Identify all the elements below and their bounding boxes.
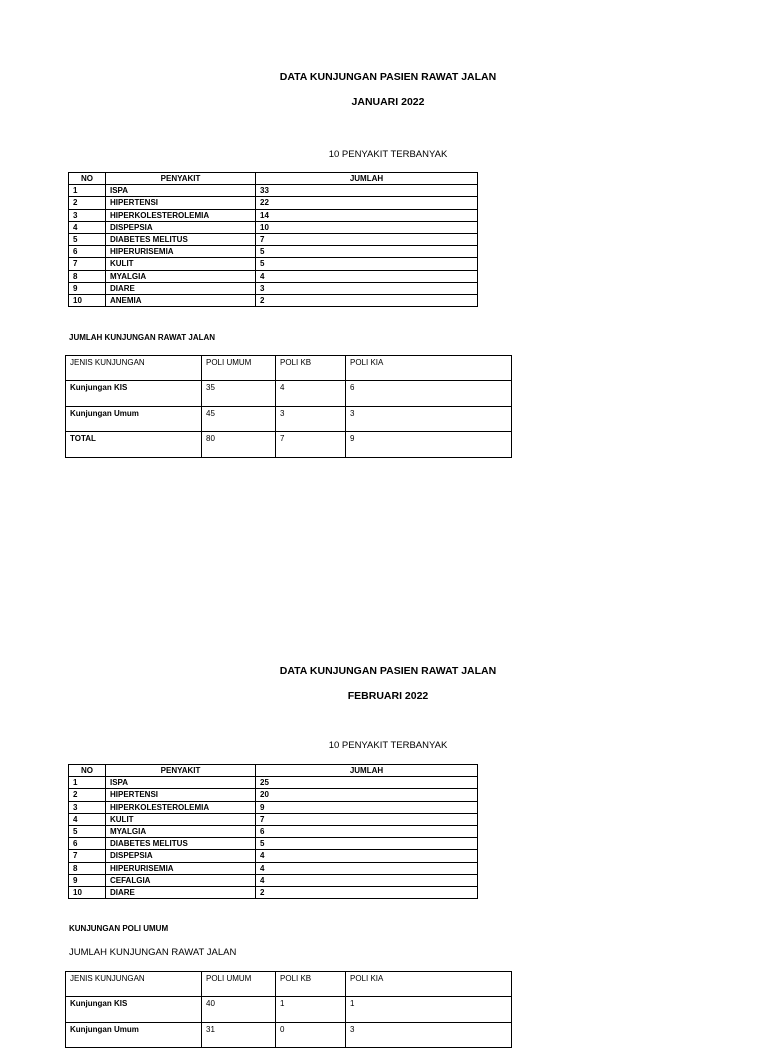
table-cell: MYALGIA	[106, 826, 256, 838]
table-row	[69, 826, 478, 838]
column-header: JENIS KUNJUNGAN	[66, 356, 202, 381]
table-cell: 10	[69, 887, 106, 899]
table-row	[66, 406, 512, 431]
table-cell: 2	[256, 295, 478, 307]
table-cell: 3	[346, 1022, 512, 1047]
table-cell: 7	[69, 258, 106, 270]
table-cell: 2	[256, 887, 478, 899]
table-cell: 4	[256, 862, 478, 874]
table-cell: 35	[202, 381, 276, 406]
table-cell: DIABETES MELITUS	[106, 838, 256, 850]
table-cell: 6	[69, 838, 106, 850]
column-header: POLI KB	[276, 356, 346, 381]
table-cell: 5	[69, 234, 106, 246]
table-row	[69, 801, 478, 813]
table-cell: ANEMIA	[106, 295, 256, 307]
table-cell: 5	[69, 826, 106, 838]
table-cell: 3	[69, 209, 106, 221]
report-period: JANUARI 2022	[351, 96, 425, 108]
table-row	[69, 246, 478, 258]
table-cell: 1	[69, 777, 106, 789]
table-cell: Kunjungan Umum	[66, 406, 202, 431]
table-cell: 5	[256, 838, 478, 850]
table-cell: 4	[256, 874, 478, 886]
table-cell: 5	[256, 246, 478, 258]
table-row	[69, 234, 478, 246]
table-row	[69, 185, 478, 197]
table-cell: 7	[256, 813, 478, 825]
visit-heading: JUMLAH KUNJUNGAN RAWAT JALAN	[69, 947, 237, 958]
table-row	[66, 1022, 512, 1047]
table-cell: 6	[256, 826, 478, 838]
table-cell: 33	[256, 185, 478, 197]
table-cell: 7	[69, 850, 106, 862]
table-cell: 3	[276, 406, 346, 431]
table-cell: 4	[69, 221, 106, 233]
table-cell: KULIT	[106, 813, 256, 825]
table-cell: 2	[69, 789, 106, 801]
table-cell: 3	[69, 801, 106, 813]
top-diseases-heading: 10 PENYAKIT TERBANYAK	[328, 149, 448, 160]
table-cell: 22	[256, 197, 478, 209]
table-cell: 9	[69, 282, 106, 294]
table-cell: 31	[202, 1022, 276, 1047]
table-row	[69, 813, 478, 825]
table-row	[69, 209, 478, 221]
disease-table	[68, 172, 478, 307]
table-header-row	[66, 356, 512, 381]
table-cell: 8	[69, 862, 106, 874]
table-row	[69, 838, 478, 850]
table-cell: 10	[256, 221, 478, 233]
table-cell: 4	[276, 381, 346, 406]
table-cell: 7	[256, 234, 478, 246]
table-cell: 10	[69, 295, 106, 307]
table-row	[69, 850, 478, 862]
table-row	[66, 381, 512, 406]
report-period: FEBRUARI 2022	[347, 690, 429, 702]
table-cell: DIARE	[106, 282, 256, 294]
table-row	[66, 997, 512, 1022]
table-cell: 9	[346, 432, 512, 457]
table-cell: DIARE	[106, 887, 256, 899]
table-cell: Kunjungan Umum	[66, 1022, 202, 1047]
column-header: POLI KB	[276, 972, 346, 997]
table-row	[69, 258, 478, 270]
table-row	[66, 432, 512, 457]
table-cell: KULIT	[106, 258, 256, 270]
table-cell: 7	[276, 432, 346, 457]
column-header: POLI UMUM	[202, 356, 276, 381]
table-cell: CEFALGIA	[106, 874, 256, 886]
table-cell: 1	[276, 997, 346, 1022]
table-cell: ISPA	[106, 777, 256, 789]
table-cell: 4	[256, 270, 478, 282]
table-cell: 80	[202, 432, 276, 457]
table-cell: 9	[69, 874, 106, 886]
table-cell: 20	[256, 789, 478, 801]
visit-table	[65, 355, 512, 458]
column-header: JUMLAH	[256, 173, 478, 185]
table-cell: 6	[346, 381, 512, 406]
table-cell: HIPERURISEMIA	[106, 862, 256, 874]
table-cell: 1	[69, 185, 106, 197]
column-header: POLI KIA	[346, 972, 512, 997]
column-header: JUMLAH	[256, 765, 478, 777]
report-title: DATA KUNJUNGAN PASIEN RAWAT JALAN	[279, 71, 497, 83]
table-cell: HIPERKOLESTEROLEMIA	[106, 801, 256, 813]
top-diseases-heading: 10 PENYAKIT TERBANYAK	[328, 740, 448, 751]
table-cell: HIPERTENSI	[106, 197, 256, 209]
table-row	[69, 887, 478, 899]
table-cell: Kunjungan KIS	[66, 381, 202, 406]
visit-heading: JUMLAH KUNJUNGAN RAWAT JALAN	[69, 333, 216, 342]
column-header: PENYAKIT	[106, 173, 256, 185]
column-header: POLI KIA	[346, 356, 512, 381]
table-cell: 14	[256, 209, 478, 221]
table-row	[69, 874, 478, 886]
table-row	[69, 789, 478, 801]
table-row	[69, 862, 478, 874]
table-cell: DIABETES MELITUS	[106, 234, 256, 246]
table-cell: 2	[69, 197, 106, 209]
table-cell: 3	[256, 282, 478, 294]
table-header-row	[69, 173, 478, 185]
table-cell: MYALGIA	[106, 270, 256, 282]
table-cell: Kunjungan KIS	[66, 997, 202, 1022]
poli-umum-heading: KUNJUNGAN POLI UMUM	[69, 924, 169, 933]
column-header: NO	[69, 173, 106, 185]
table-cell: 40	[202, 997, 276, 1022]
table-row	[69, 777, 478, 789]
column-header: JENIS KUNJUNGAN	[66, 972, 202, 997]
table-cell: DISPEPSIA	[106, 850, 256, 862]
report-title: DATA KUNJUNGAN PASIEN RAWAT JALAN	[279, 665, 497, 677]
table-cell: 3	[346, 406, 512, 431]
table-cell: DISPEPSIA	[106, 221, 256, 233]
visit-table	[65, 971, 512, 1048]
table-cell: HIPERTENSI	[106, 789, 256, 801]
table-row	[69, 295, 478, 307]
table-row	[69, 270, 478, 282]
table-cell: 8	[69, 270, 106, 282]
table-header-row	[66, 972, 512, 997]
table-cell: 9	[256, 801, 478, 813]
table-cell: 4	[256, 850, 478, 862]
table-row	[69, 282, 478, 294]
table-cell: HIPERKOLESTEROLEMIA	[106, 209, 256, 221]
table-header-row	[69, 765, 478, 777]
column-header: PENYAKIT	[106, 765, 256, 777]
disease-table	[68, 764, 478, 899]
table-cell: HIPERURISEMIA	[106, 246, 256, 258]
table-cell: ISPA	[106, 185, 256, 197]
table-row	[69, 221, 478, 233]
column-header: NO	[69, 765, 106, 777]
table-cell: 5	[256, 258, 478, 270]
table-cell: TOTAL	[66, 432, 202, 457]
table-cell: 4	[69, 813, 106, 825]
column-header: POLI UMUM	[202, 972, 276, 997]
table-cell: 6	[69, 246, 106, 258]
table-cell: 45	[202, 406, 276, 431]
table-cell: 25	[256, 777, 478, 789]
table-cell: 0	[276, 1022, 346, 1047]
table-row	[69, 197, 478, 209]
table-cell: 1	[346, 997, 512, 1022]
